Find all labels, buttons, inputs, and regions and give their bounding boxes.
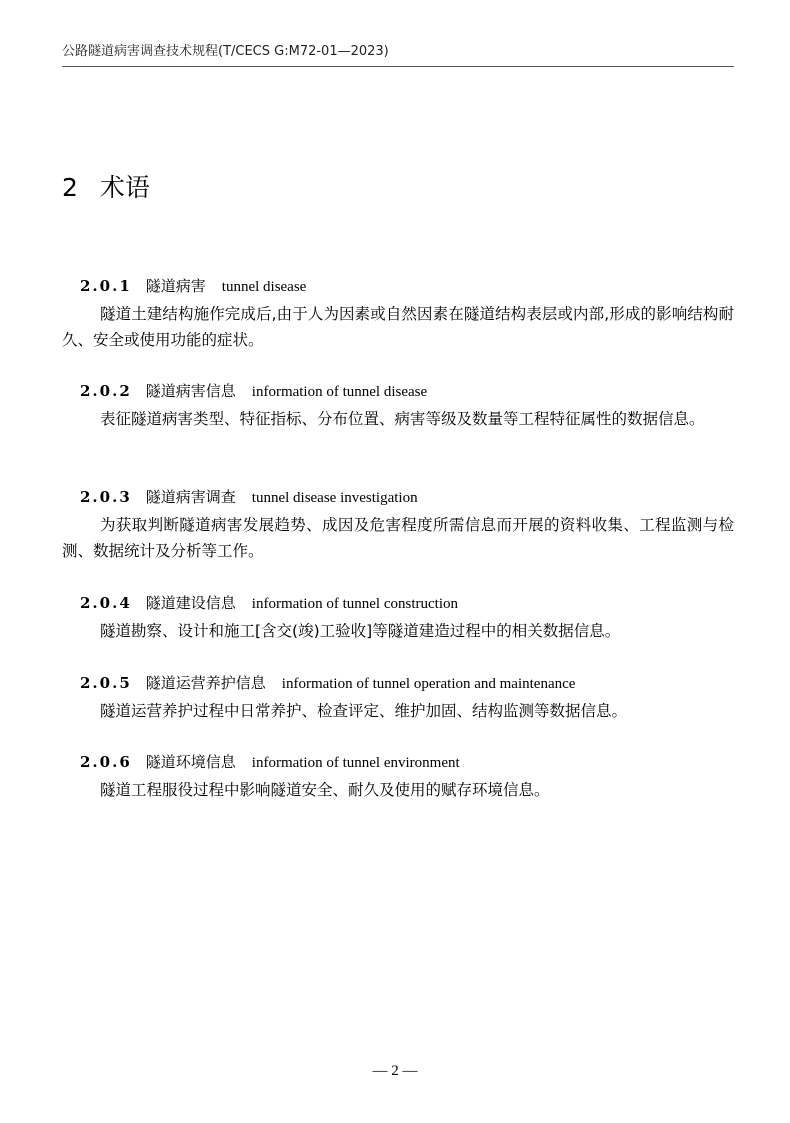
term-definition: 隧道土建结构施作完成后,由于人为因素或自然因素在隧道结构表层或内部,形成的影响结构耐久、安全或使用功能的症状。 [62, 305, 734, 349]
term-number: 2.0.4 [80, 594, 132, 612]
term-heading [62, 486, 734, 509]
term-number: 2.0.5 [80, 674, 132, 692]
term-2-0-3 [62, 486, 734, 564]
term-english: information of tunnel operation and maintenance [281, 676, 576, 692]
header-rule [62, 66, 734, 67]
term-heading [62, 672, 734, 695]
term-number: 2.0.6 [80, 753, 132, 771]
term-chinese: 隧道建设信息 [145, 594, 236, 612]
term-definition: 为获取判断隧道病害发展趋势、成因及危害程度所需信息而开展的资料收集、工程监测与检测、数据统计及分析等工作。 [62, 516, 734, 560]
running-header: 公路隧道病害调查技术规程(T/CECS G:M72-01—2023) [62, 44, 389, 59]
term-heading [62, 275, 734, 298]
term-chinese: 隧道病害 [145, 277, 206, 295]
chapter-title-text: 术语 [99, 173, 150, 202]
term-definition: 表征隧道病害类型、特征指标、分布位置、病害等级及数量等工程特征属性的数据信息。 [100, 410, 705, 428]
term-english: information of tunnel construction [251, 596, 458, 612]
term-heading [62, 751, 734, 774]
term-2-0-4 [62, 592, 734, 644]
term-number: 2.0.2 [80, 382, 132, 400]
chapter-number: 2 [62, 173, 78, 202]
term-number: 2.0.1 [80, 277, 132, 295]
chapter-title [62, 168, 150, 204]
term-2-0-2 [62, 380, 734, 432]
term-english: tunnel disease investigation [251, 490, 418, 506]
page-number: — 2 — [372, 1063, 418, 1079]
term-heading [62, 380, 734, 403]
term-chinese: 隧道病害调查 [145, 488, 236, 506]
term-number: 2.0.3 [80, 488, 132, 506]
term-2-0-1 [62, 275, 734, 353]
term-definition: 隧道运营养护过程中日常养护、检查评定、维护加固、结构监测等数据信息。 [100, 702, 628, 720]
term-chinese: 隧道病害信息 [145, 382, 236, 400]
term-definition: 隧道勘察、设计和施工[含交(竣)工验收]等隧道建造过程中的相关数据信息。 [100, 622, 621, 640]
term-definition: 隧道工程服役过程中影响隧道安全、耐久及使用的赋存环境信息。 [100, 781, 550, 799]
term-chinese: 隧道环境信息 [145, 753, 236, 771]
term-chinese: 隧道运营养护信息 [145, 674, 266, 692]
term-english: information of tunnel environment [251, 755, 460, 771]
term-2-0-5 [62, 672, 734, 724]
term-2-0-6 [62, 751, 734, 803]
term-english: tunnel disease [221, 279, 307, 295]
term-english: information of tunnel disease [251, 384, 428, 400]
term-heading [62, 592, 734, 615]
